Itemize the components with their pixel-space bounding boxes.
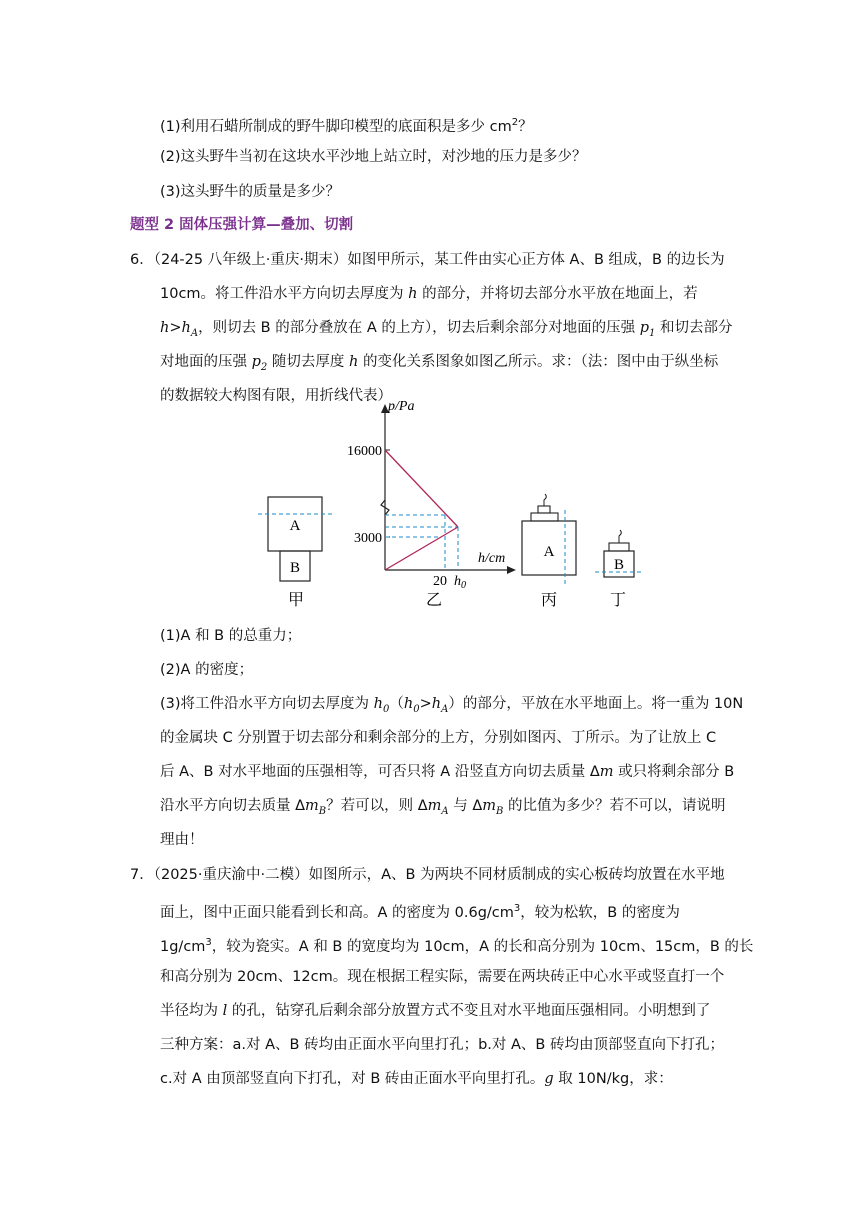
q5-subquestion-1: (1)利用石蜡所制成的野牛脚印模型的底面积是多少 $cm^2$？ xyxy=(160,117,533,135)
fig-tick-3000: 3000 xyxy=(354,531,382,546)
fig-yaxis-label: p/Pa xyxy=(388,399,415,414)
q7-line-1: 7．（2025·重庆渝中·二模）如图所示，A、B 为两块不同材质制成的实心板砖均放置在水平地 xyxy=(130,867,725,883)
q7-line-2: 面上，图中正面只能看到长和高。A 的密度为 $0.6g/cm^3$，较为松软，B 的密度为 xyxy=(160,903,680,921)
q6-subquestion-3-line-2: 的金属块 C 分别置于切去部分和剩余部分的上方，分别如图丙、丁所示。为了让放上 C xyxy=(160,730,717,746)
fig-jia-label-b: B xyxy=(289,560,301,576)
fig-bing-label-a: A xyxy=(543,544,555,560)
q6-subquestion-3-line-5: 理由！ xyxy=(160,832,204,848)
q7-line-4: 和高分别为 20cm、12cm。现在根据工程实际，需要在两块砖正中心水平或竖直打一个 xyxy=(160,969,725,985)
fig-xaxis-label: h/cm xyxy=(478,551,506,566)
q6-subquestion-3-line-1: (3)将工件沿水平方向切去厚度为 $h_0(h_0>h_A)$的部分，平放在水平地面上。将一重为 10N xyxy=(160,696,744,715)
q7-line-6: 三种方案：a.对 A、B 砖均由正面水平向里打孔；b.对 A、B 砖均由顶部竖直向下打孔； xyxy=(160,1037,724,1053)
q6-line-4: 对地面的压强 $p_2$ 随切去厚度 h 的变化关系图象如图乙所示。求：（法：图中由于纵坐标 xyxy=(160,354,719,373)
q7-line-5: 半径均为 l 的孔，钻穿孔后剩余部分放置方式不变且对水平地面压强相同。小明想到了 xyxy=(160,1003,711,1019)
q6-line-3: $h>h_A$，则切去 B 的部分叠放在 A 的上方），切去后剩余部分对地面的压强 $p_1$ 和切去部分 xyxy=(160,320,733,339)
q6-figure xyxy=(250,395,660,610)
q5-subquestion-2: (2)这头野牛当初在这块水平沙地上站立时，对沙地的压力是多少？ xyxy=(160,149,587,165)
q5-subquestion-3: (3)这头野牛的质量是多少？ xyxy=(160,184,341,200)
fig-label-yi: 乙 xyxy=(425,592,443,609)
fig-tick-h0: $h_0$ xyxy=(454,574,466,591)
fig-jia-label-a: A xyxy=(289,518,301,534)
fig-label-ding: 丁 xyxy=(609,592,627,609)
q6-subquestion-1: (1)A 和 B 的总重力； xyxy=(160,628,302,644)
q6-subquestion-3-line-3: 后 A、B 对水平地面的压强相等，可否只将 A 沿竖直方向切去质量 Δm 或只将剩余部分 B xyxy=(160,764,735,780)
q6-line-2: 10cm。将工件沿水平方向切去厚度为 h 的部分，并将切去部分水平放在地面上，若 xyxy=(160,286,698,302)
q6-line-5: 的数据较大构图有限，用折线代表） xyxy=(160,388,392,404)
q7-line-3: $1g/cm^3$，较为瓷实。A 和 B 的宽度均为 10cm，A 的长和高分别为 10cm、15cm，B 的长 xyxy=(160,937,754,955)
section-heading: 题型 2 固体压强计算—叠加、切割 xyxy=(130,217,354,233)
fig-tick-20: 20 xyxy=(433,574,447,589)
fig-ding-label-b: B xyxy=(613,557,625,573)
q7-line-7: c.对 A 由顶部竖直向下打孔，对 B 砖由正面水平向里打孔。g 取 10N/kg，求： xyxy=(160,1071,673,1087)
q6-subquestion-3-line-4: 沿水平方向切去质量 $\Delta m_B$？若可以，则 $\Delta m_A$ 与 $\Delta m_B$ 的比值为多少？若不可以，请说明 xyxy=(160,798,726,817)
q6-line-1: 6．（24-25 八年级上·重庆·期末）如图甲所示，某工件由实心正方体 A、B 组成，B 的边长为 xyxy=(130,252,725,268)
fig-label-jia: 甲 xyxy=(287,592,305,609)
fig-curve-p2 xyxy=(385,527,458,570)
q6-subquestion-2: (2)A 的密度； xyxy=(160,662,254,678)
fig-label-bing: 丙 xyxy=(540,592,558,609)
fig-tick-16000: 16000 xyxy=(347,444,382,459)
